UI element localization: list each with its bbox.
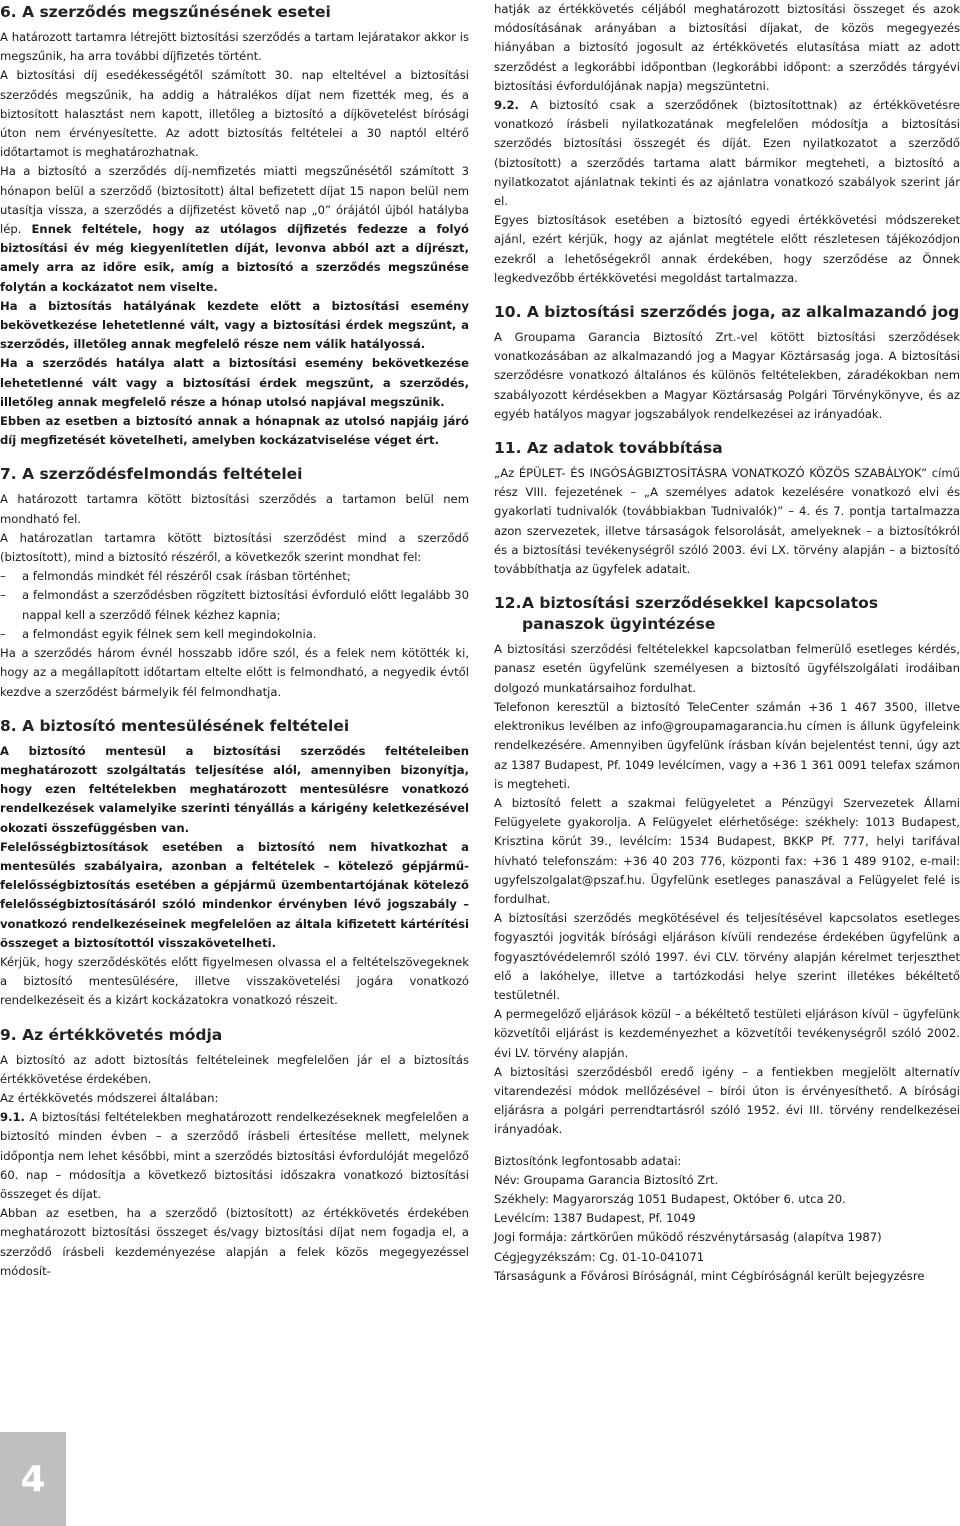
point-text: A biztosítási feltételekben meghatározott rendelkezéseknek megfelelően a biztosító minden évben – a szerződő írásbeli értesítése mellett, melynek időpontja nem lehet későbbi, mint a szerződés biztosítási évfordulóját megelőző 60. nap – módosítja a következő biztosítási időszakra vonatkozó biztosítási összeget és díjat.	[0, 1110, 469, 1201]
section-11-title: 11. Az adatok továbbítása	[494, 439, 723, 458]
section-6-bold-paragraph: Ebben az esetben a biztosító annak a hónapnak az utolsó napjáig járó díj megfizetését követelheti, amelyben kockázatviselése véget ért.	[0, 414, 469, 448]
list-item: – a felmondást a szerződésben rögzített biztosítási évforduló előtt legalább 30 nappal kell a szerződő félnek kézhez kapnia;	[0, 586, 469, 624]
section-12-paragraph: A biztosítási szerződés megkötésével és teljesítésével kapcsolatos esetleges fogyasztói jogviták bírósági eljáráson kívüli rendezése érdekében ügyfelünk a fogyasztóvédelemről szóló 1997. évi CLV. törvény alapján kérelmet terjeszthet elő a lakóhelye, illetve a tartózkodási helye szerint illetékes békéltető testületnél.	[494, 911, 960, 1002]
section-number: 12.	[494, 594, 522, 613]
section-6-bold-paragraph: Ha a szerződés hatálya alatt a biztosítási esemény bekövetkezése lehetetlenné vált vagy a biztosítási érdek megszűnt, a szerződés, illetőleg annak megfelelő része a hónap utolsó napjával megszűnik.	[0, 356, 469, 409]
section-9-paragraph: Az értékkövetés módszerei általában:	[0, 1090, 219, 1105]
section-6-bold-text: Ennek feltétele, hogy az utólagos díjfizetés fedezze a folyó biztosítási év még kiegyenlítetlen díját, levonva abból azt a díjrészt, amely arra az időre esik, amíg a biztosító a szerződés megszűnése folytán a kockázatot nem viselte.	[0, 222, 469, 294]
list-item: – a felmondást egyik félnek sem kell megindokolnia.	[0, 625, 469, 644]
company-detail-line: Jogi formája: zártkörűen működő részvénytársaság (alapítva 1987)	[494, 1230, 882, 1245]
page-number: 4	[0, 1432, 66, 1526]
termination-rules-list	[0, 567, 469, 644]
section-10-title: 10. A biztosítási szerződés joga, az alkalmazandó jog	[494, 303, 960, 322]
section-9-2-paragraph	[494, 96, 960, 211]
section-8-bold-paragraph: Felelősségbiztosítások esetében a biztosító nem hivatkozhat a mentesülés szabályaira, azonban a feltételek – kötelező gépjármű-felelősségbiztosítás esetében a gépjármű üzembentartójának kötelező felelősségbiztosításáról szóló mindenkor érvényben lévő jogszabály – vonatkozó rendelkezéseinek megfelelően az általa kifizetett kártérítési összeget a biztosítottól visszakövetelheti.	[0, 839, 469, 950]
section-7-title: 7. A szerződésfelmondás feltételei	[0, 465, 303, 484]
section-12-paragraph: A biztosítási szerződési feltételekkel kapcsolatban felmerülő esetleges kérdés, panasz esetén ügyfelünk személyesen a biztosító ügyfélszolgálati irodáiban dolgozó munkatársaihoz fordulhat.	[494, 642, 960, 695]
section-9-continued-paragraph: hatják az értékkövetés céljából meghatározott biztosítási összeget és azok módosításának arányában a biztosítási díjakat, de közös megegyezés hiányában a biztosító jogosult az értékkövetés elutasítása miatt az adott szerződést a legkorábbi időpontban (legkorábbi időpont: a szerződés tárgyévi biztosítási évfordulójának napja) megszüntetni.	[494, 2, 960, 93]
company-detail-line: Levélcím: 1387 Budapest, Pf. 1049	[494, 1211, 696, 1226]
section-6-paragraph	[0, 162, 469, 296]
left-column	[0, 0, 469, 1281]
section-6-title: 6. A szerződés megszűnésének esetei	[0, 3, 331, 21]
section-8-title: 8. A biztosító mentesülésének feltételei	[0, 716, 350, 735]
section-9-paragraph: Abban az esetben, ha a szerződő (biztosított) az értékkövetés érdekében meghatározott biztosítási összeget és/vagy biztosítási díjat nem fogadja el, a szerződő írásbeli kezdeményezése alapján a felek közös megegyezéssel módosít-	[0, 1206, 469, 1278]
section-12-title	[494, 593, 960, 635]
company-detail-line: Székhely: Magyarország 1051 Budapest, Október 6. utca 20.	[494, 1191, 846, 1206]
section-title-text: A biztosítási szerződésekkel kapcsolatos panaszok ügyintézése	[522, 594, 879, 634]
right-column	[494, 0, 960, 1286]
section-6-text: Ha a biztosító a szerződés díj-nemfizetés miatti megszűnésétől számított 3 hónapon belül a szerződő (biztosított) által befizetett díjat 15 napon belül nem utasítja vissza, a szerződés a díjfizetést követő nap „0” órájától újból hatályba lép.	[0, 164, 469, 237]
section-12-paragraph: A permegelőző eljárások közül – a békéltető testületi eljáráson kívül – ügyfelünk közvetítői eljárást is kezdeményezhet a közvetítői tevékenységről szóló 2002. évi LV. törvény alapján.	[494, 1007, 960, 1060]
point-text: A biztosító csak a szerződőnek (biztosítottnak) az értékkövetésre vonatkozó írásbeli nyilatkozatának megfelelően módosítja a biztosítási szerződés biztosítási összegét és díját. Ezen nyilatkozatot a szerződő (biztosított) a szerződés tartama alatt bármikor megteheti, a biztosító a nyilatkozatot ajánlatnak tekinti és az ajánlatra vonatkozó szabályok szerint jár el.	[494, 98, 960, 209]
company-detail-line: Cégjegyzékszám: Cg. 01-10-041071	[494, 1249, 705, 1264]
section-10-paragraph: A Groupama Garancia Biztosító Zrt.-vel kötött biztosítási szerződések vonatkozásában az alkalmazandó jog a Magyar Köztársaság joga. A biztosítási szerződésre vonatkozó általános és különös feltételekben, záradékokban nem szabályozott kérdésekben a Magyar Köztársaság Polgári Törvénykönyve, és az egyéb hatályos magyar jogszabályok rendelkezései az irányadóak.	[494, 330, 960, 421]
section-9-1-paragraph	[0, 1108, 469, 1204]
section-8-paragraph: Kérjük, hogy szerződéskötés előtt figyelmesen olvassa el a feltételszövegeknek a biztosító mentesülésére, illetve visszakövetelési jogára vonatkozó rendelkezéseit és a kizárt kockázatokra vonatkozó részeit.	[0, 954, 469, 1008]
company-details-heading: Biztosítónk legfontosabb adatai:	[494, 1153, 682, 1168]
list-item: – a felmondás mindkét fél részéről csak írásban történhet;	[0, 567, 469, 586]
section-11-paragraph: „Az ÉPÜLET- ÉS INGÓSÁGBIZTOSÍTÁSRA VONATKOZÓ KÖZÖS SZABÁLYOK” című rész VIII. fejezetének – „A személyes adatok kezelésére vonatkozó elvi és gyakorlati tudnivalók (továbbiakban Tudnivalók)” – 4. és 7. pontja tartalmazza azon szervezetek, illetve társaságok felsorolását, amelyeknek – a biztosítókról és a biztosítási tevékenységről szóló 2003. évi LX. törvény alapján – a biztosító továbbíthatja az ügyfelek adatait.	[494, 466, 960, 577]
company-detail-line: Név: Groupama Garancia Biztosító Zrt.	[494, 1172, 719, 1187]
section-8-bold-paragraph: A biztosító mentesül a biztosítási szerződés feltételeiben meghatározott szolgáltatás teljesítése alól, amennyiben bizonyítja, hogy ezen feltételekben meghatározott mentesülésre vonatkozó rendelkezések valamelyike szerinti tényállás a kárigény keletkezésével okozati összefüggésben van.	[0, 743, 469, 835]
section-12-paragraph: Telefonon keresztül a biztosító TeleCenter számán +36 1 467 3500, illetve elektronikus levélben az info@groupamagarancia.hu címen is állunk ügyfeleink rendelkezésére. Amennyiben ügyfelünk írásban kíván bejelentést tenni, úgy azt az 1387 Budapest, Pf. 1049 levélcímen, vagy a +36 1 361 0091 telefax számon is megteheti.	[494, 699, 960, 791]
section-9-paragraph: A biztosító az adott biztosítás feltételeinek megfelelően jár el a biztosítás értékkövetése érdekében.	[0, 1052, 469, 1086]
section-6-bold-paragraph: Ha a biztosítás hatályának kezdete előtt a biztosítási esemény bekövetkezése lehetetlenné vált, vagy a biztosítási érdek megszűnt, a szerződés, illetőleg annak megfelelő része nem válik hatályossá.	[0, 298, 469, 352]
section-6-paragraph: A biztosítási díj esedékességétől számított 30. nap elteltével a biztosítási szerződés megszűnik, ha addig a hátralékos díjat nem fizették meg, és a biztosított halasztást nem kapott, illetőleg a biztosító a díjkövetelést bírósági úton nem érvényesítette. Az adott biztosítás feltételei a 30 naptól eltérő időtartamot is meghatározhatnak.	[0, 68, 469, 160]
section-9-title: 9. Az értékkövetés módja	[0, 1025, 223, 1044]
point-number: 9.2.	[494, 98, 519, 113]
section-12-paragraph: A biztosító felett a szakmai felügyeletet a Pénzügyi Szervezetek Állami Felügyelete gyakorolja. A Felügyelet elérhetősége: székhely: 1013 Budapest, Krisztina körút 39., levélcím: 1534 Budapest, BKKP Pf. 777, helyi tarifával hívható telefonszám: +36 40 203 776, központi fax: +36 1 489 9102, e-mail: ugyfelszolgalat@pszaf.hu. Ügyfelünk esetleges panaszával a Felügyelet felé is fordulhat.	[494, 795, 960, 906]
section-7-paragraph: A határozott tartamra kötött biztosítási szerződés a tartamon belül nem mondható fel.	[0, 492, 469, 526]
section-7-paragraph: Ha a szerződés három évnél hosszabb időre szól, és a felek nem kötötték ki, hogy az a megállapított időtartam eltelte előtt is felmondható, a negyedik évtől kezdve a szerződést bármelyik fél felmondhatja.	[0, 646, 469, 699]
company-detail-line: Társaságunk a Fővárosi Bíróságnál, mint Cégbíróságnál került bejegyzésre	[494, 1268, 925, 1283]
section-9-continued-paragraph: Egyes biztosítások esetében a biztosító egyedi értékkövetési módszereket ajánl, ezért kérjük, hogy az ajánlat megtétele előtt részletesen tájékozódjon ezekről a lehetőségekről annak érdekében, hogy szerződése az Önnek legkedvezőbb értékkövetési megoldást tartalmazza.	[494, 213, 960, 285]
point-number: 9.1.	[0, 1110, 25, 1125]
section-12-paragraph: A biztosítási szerződésből eredő igény – a fentiekben megjelölt alternatív vitarendezési módok mellőzésével – bírói úton is érvényesíthető. A bírósági eljárásra a polgári perrendtartásról szóló 1952. évi III. törvény rendelkezései irányadóak.	[494, 1064, 960, 1137]
section-7-paragraph: A határozatlan tartamra kötött biztosítási szerződést mind a szerződő (biztosított), mind a biztosító részéről, a következők szerint mondhat fel:	[0, 530, 469, 565]
section-6-paragraph: A határozott tartamra létrejött biztosítási szerződés a tartam lejáratakor akkor is megszűnik, ha arra további díjfizetés történt.	[0, 30, 469, 64]
